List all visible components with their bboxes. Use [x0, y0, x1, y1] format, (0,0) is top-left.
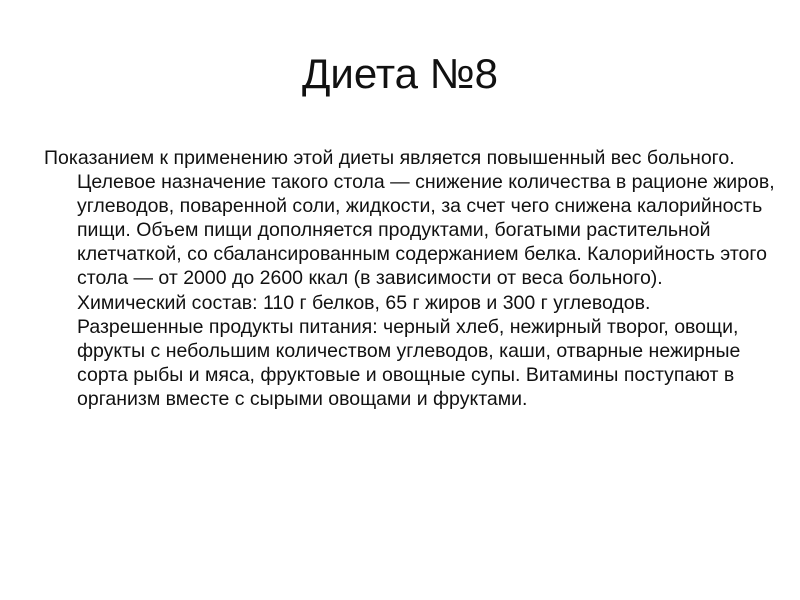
slide-body-text: Показанием к применению этой диеты является повышенный вес больного. Целевое назначение такого стола — снижение количества в рационе жиров, углеводов, поваренной соли, жидкости, за счет чего снижена калорийность пищи. Объем пищи дополняется продуктами, богатыми растительной клетчаткой, со сбалансированным содержанием белка. Калорийность этого стола — от 2000 до 2600 ккал (в зависимости от веса больного). Химический состав: 110 г белков, 65 г жиров и 300 г углеводов. Разрешенные продукты питания: черный хлеб, нежирный творог, овощи, фрукты с небольшим количеством углеводов, каши, отварные нежирные сорта рыбы и мяса, фруктовые и овощные супы. Витамины поступают в организм вместе с сырыми овощами и фруктами.	[44, 147, 775, 410]
slide-title: Диета №8	[301, 50, 499, 97]
